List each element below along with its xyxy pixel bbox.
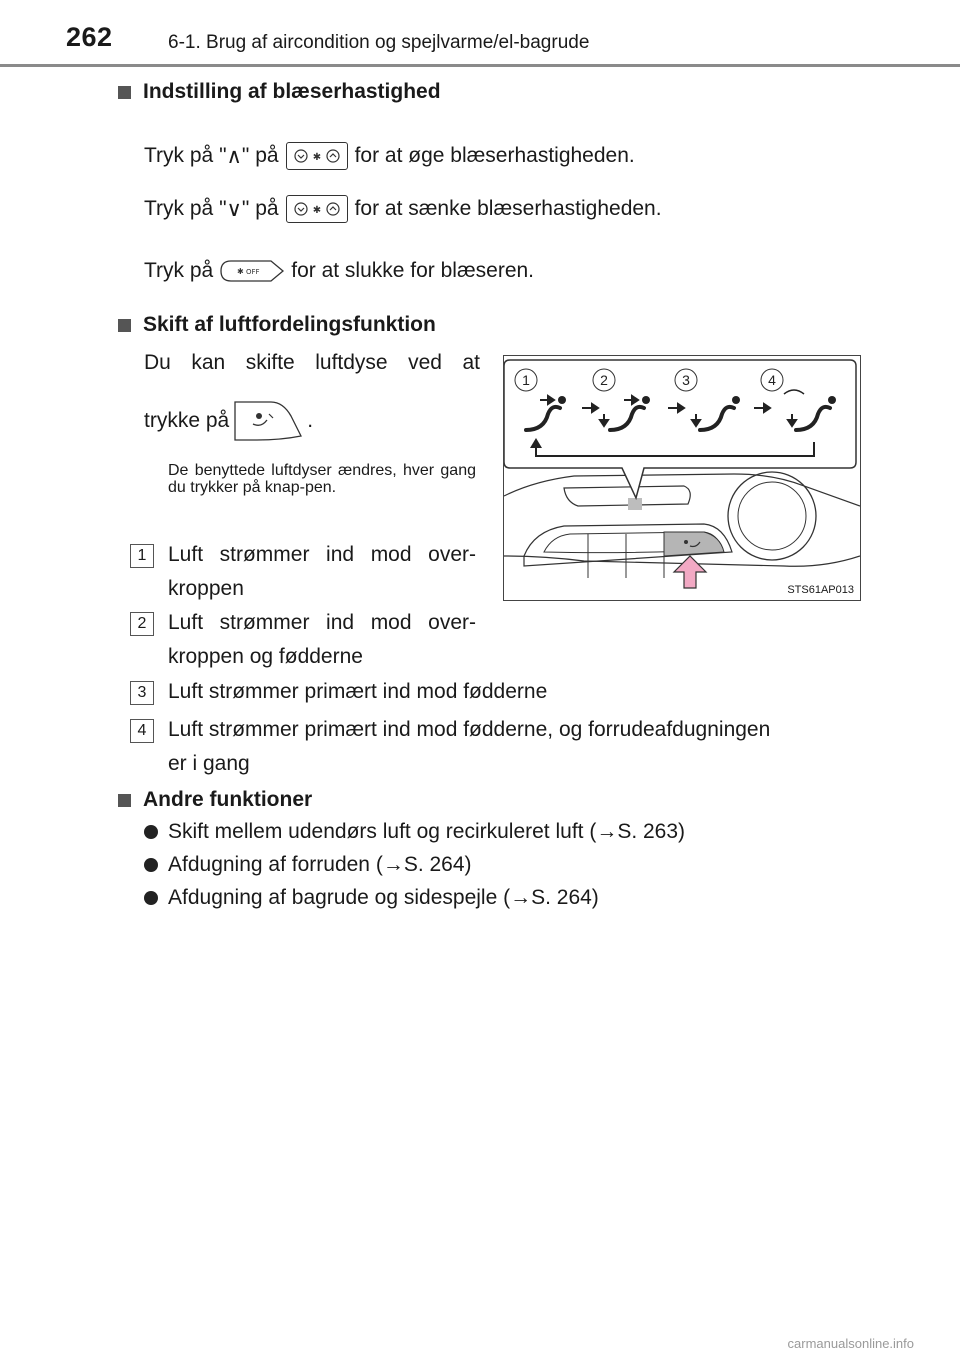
fan-speed-button-icon [286,195,348,223]
list-item: Skift mellem udendørs luft og recirkuleret luft ( →S. 263) [144,820,685,844]
page-number: 262 [66,22,113,52]
figure-code: STS61AP013 [787,584,854,596]
svg-text:✱: ✱ [312,205,321,216]
other-section-title: Andre funktioner [118,788,312,812]
fan-down-line: Tryk på " ∨ " på ✱ for at sænke blæserhastigheden. [144,195,662,223]
svg-text:1: 1 [522,372,530,388]
watermark: carmanualsonline.info [787,1336,914,1351]
fan-off-line: Tryk på ✱ OFF for at slukke for blæseren. [144,257,534,285]
airflow-section-title: Skift af luftfordelingsfunktion [118,313,436,337]
list-item: Afdugning af bagrude og sidespejle ( →S. 264) [144,886,599,910]
airflow-mode-figure [503,355,861,601]
header-rule [0,64,960,67]
chapter-title: 6-1. Brug af aircondition og spejlvarme/el-bagrude [168,32,590,53]
section-square-icon [118,86,131,99]
bullet-icon [144,891,158,905]
airflow-note: De benyttede luftdyser ændres, hver gang du trykker på knap-pen. [168,462,476,496]
bullet-icon [144,825,158,839]
svg-text:✱: ✱ [312,152,321,163]
svg-text:2: 2 [600,372,608,388]
svg-text:3: 3 [682,372,690,388]
page-reference-link[interactable]: →S. 264) [382,853,472,876]
airflow-intro-line2: trykke på . [144,398,313,444]
section-square-icon [118,794,131,807]
svg-text:OFF: OFF [246,268,260,276]
fan-section-title: Indstilling af blæserhastighed [118,80,441,104]
page-reference-link[interactable]: →S. 264) [510,886,599,909]
section-square-icon [118,319,131,332]
figure-illustration [504,356,860,600]
mode-button-icon [233,398,303,444]
fan-speed-button-icon [286,142,348,170]
fan-up-line: Tryk på " ∧ " på ✱ for at øge blæserhastigheden. [144,142,635,170]
svg-text:✱: ✱ [237,267,244,276]
bullet-icon [144,858,158,872]
highlight-arrow-icon [674,556,706,588]
list-item: Afdugning af forruden ( →S. 264) [144,853,472,877]
fan-off-button-icon [219,257,285,285]
page-header [0,0,960,66]
page-reference-link[interactable]: →S. 263) [596,820,686,843]
airflow-intro-line1: Du kan skifte luftdyse ved at [144,351,480,374]
svg-text:4: 4 [768,372,776,388]
